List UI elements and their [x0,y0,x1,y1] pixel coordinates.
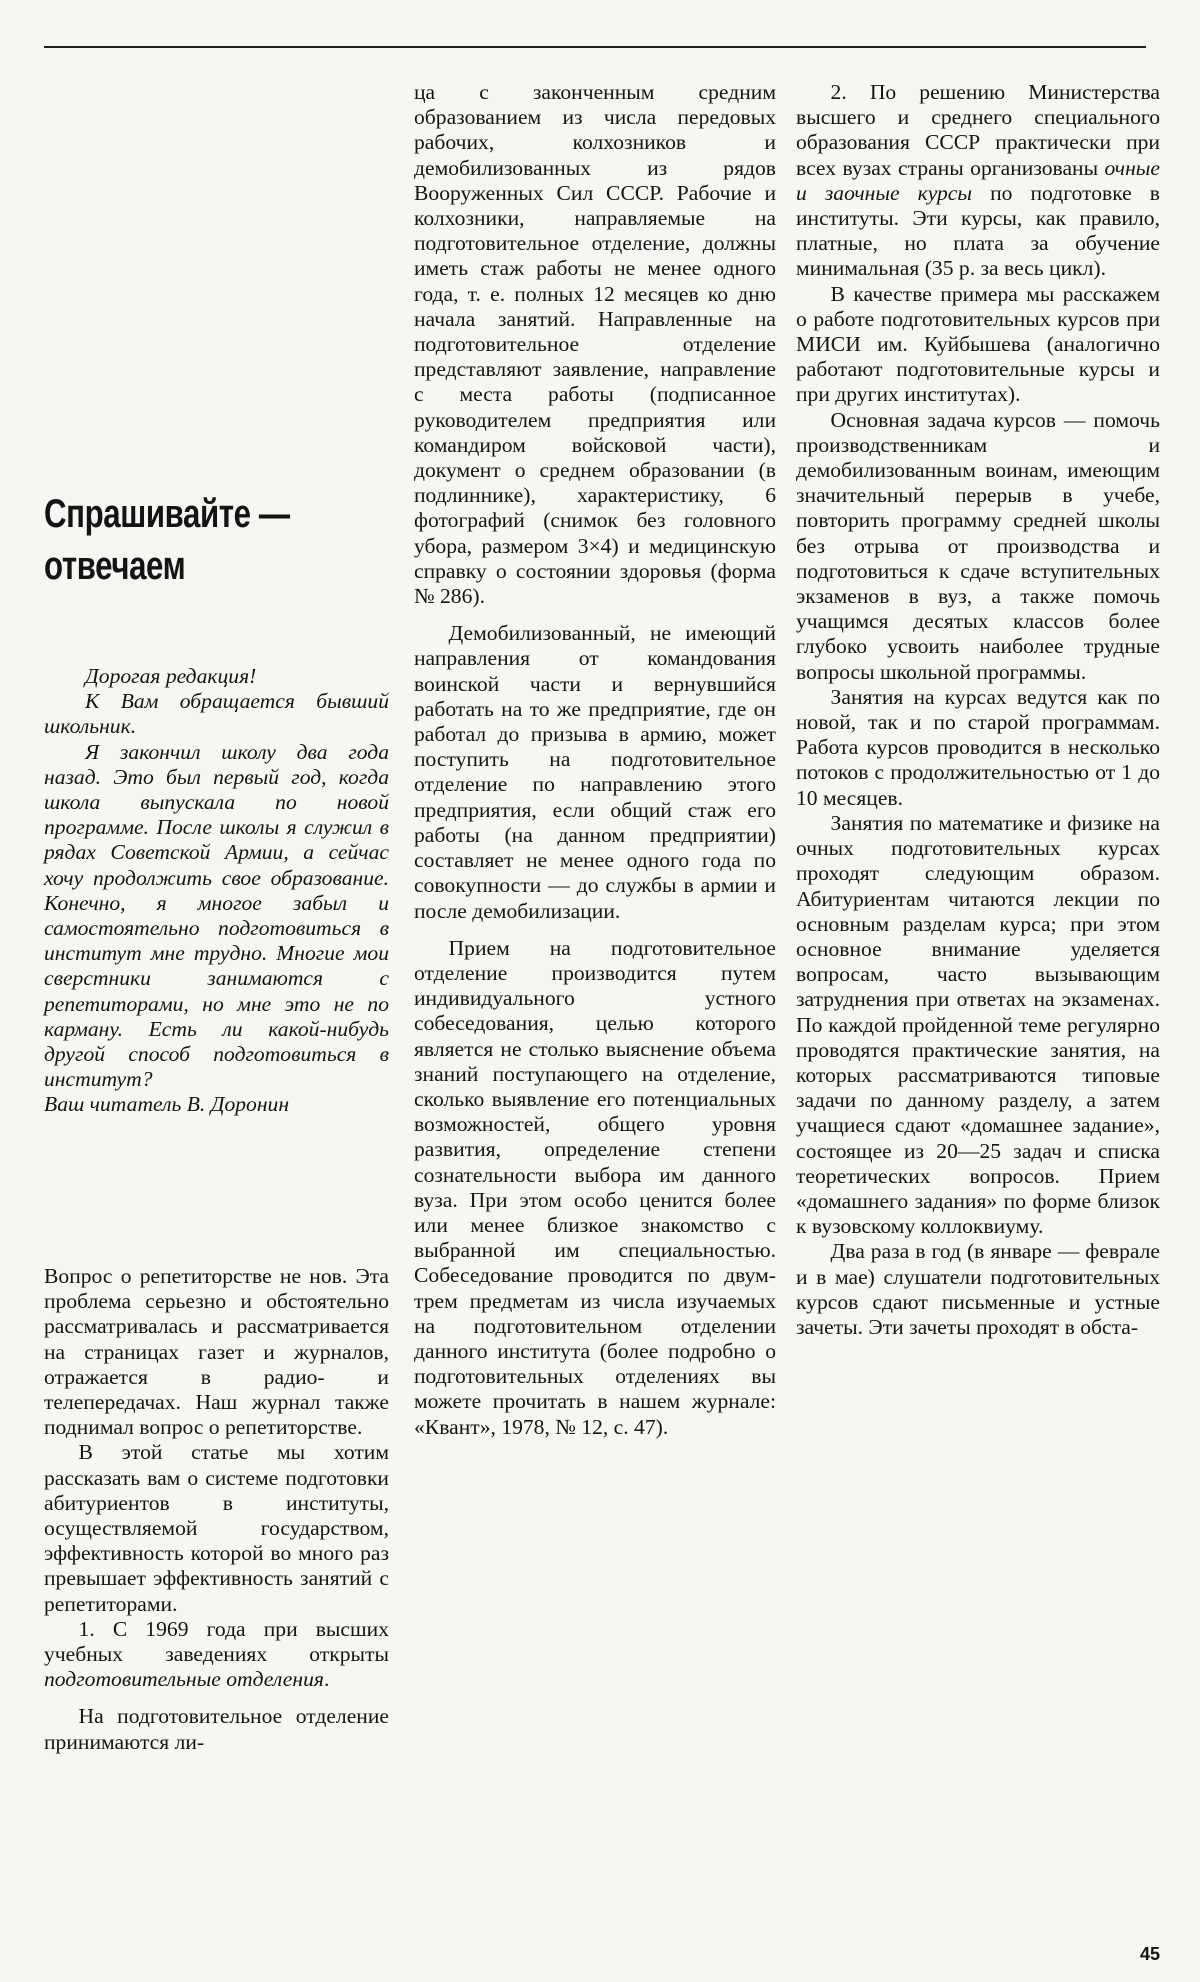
paragraph: ца с законченным средним образованием из числа передовых рабочих, колхозников и демобилизованных из рядов Вооруженных Сил СССР. Рабочие и колхозники, направляемые на подготовительное отделение, должны иметь стаж работы не менее одного года, т. е. полных 12 месяцев ко дню начала занятий. Направленные на подготовительное отделение представляют заявление, направление с места работы (подписанное руководителем предприятия или командиром войсковой части), документ о среднем образовании (в подлиннике), характеристику, 6 фотографий (снимок без головного убора, размером 3×4) и медицинскую справку о состоянии здоровья (форма № 286). [414,80,776,609]
heading-line-2: отвечаем [44,544,186,588]
letter-body: Я закончил школу два года назад. Это был первый год, когда школа выпускала по новой программе. После школы я служил в рядах Советской Армии, а сейчас хочу продолжить свое образование. Конечно, я многое забыл и самостоятельно подготовиться в институт мне трудно. Многие мои сверстники занимаются с репетиторами, но мне это не по карману. Есть ли какой-нибудь другой способ подготовиться в институт? [44,739,389,1092]
text-run: 1. С 1969 года при высших учебных заведениях открыты [44,1616,389,1667]
paragraph: В этой статье мы хотим рассказать вам о системе подготовки абитуриентов в институты, осуществляемой государством, эффективность которой во много раз превышает эффективность занятий с репетиторами. [44,1440,389,1616]
paragraph: На подготовительное отделение принимаются ли- [44,1704,389,1754]
paragraph: Занятия на курсах ведутся как по новой, так и по старой программам. Работа курсов проводится в несколько потоков с продолжительностью от 1 до 10 месяцев. [796,684,1160,810]
article-column-1 [44,1264,389,1755]
paragraph: Вопрос о репетиторстве не нов. Эта проблема серьезно и обстоятельно рассматривалась и рассматривается на страницах газет и журналов, отражается в радио- и телепередачах. Наш журнал также поднимал вопрос о репетиторстве. [44,1264,389,1440]
emphasis: подготовительные отделения [44,1667,324,1692]
reader-letter [44,664,389,1118]
paragraph: Демобилизованный, не имеющий направления от командования воинской части и вернувшийся работать на то же предприятие, где он работал до призыва в армию, может поступить на подготовительное отделение по направлению этого предприятия, если общий стаж его работы (на данном предприятии) составляет не менее одного года по совокупности — до службы в армии и после демобилизации. [414,621,776,923]
emphasis: очные и заочные курсы [796,155,1160,205]
text-run: . [323,1667,330,1692]
paragraph: Занятия по математике и физике на очных подготовительных курсах проходят следующим образом. Абитуриентам читаются лекции по основным разделам курса; при этом основное внимание уделяется вопросам, часто вызывающим затруднения при ответах на экзаменах. По каждой пройденной теме регулярно проводятся практические занятия, на которых рассматриваются типовые задачи по данному разделу, а затем учащиеся сдают «домашнее задание», состоящее из 20—25 задач и списка теоретических вопросов. Прием «домашнего задания» по форме близок к вузовскому коллоквиуму. [796,810,1160,1239]
paragraph: Два раза в год (в январе — феврале и в мае) слушатели подготовительных курсов сдают письменные и устные зачеты. Эти зачеты проходят в обста- [796,1239,1160,1339]
paragraph: Прием на подготовительное отделение производится путем индивидуального устного собеседования, целью которого является не столько выяснение объема знаний поступающего на отделение, сколько выявление его потенциальных возможностей, общего уровня развития, определение степени сознательности выбора им данного вуза. При этом особо ценится более или менее близкое знакомство с выбранной им специальностью. Собеседование проводится по двум-трем предметам из числа изучаемых на подготовительном отделении данного института (более подробно о подготовительных отделениях вы можете прочитать в нашем журнале: «Квант», 1978, № 12, с. 47). [414,935,776,1439]
letter-signature: Ваш читатель В. Доронин [44,1092,290,1117]
top-rule [44,46,1146,48]
text-run: по подготовке в институты. Эти курсы, как правило, платные, но плата за обучение минимальная (35 р. за весь цикл). [796,180,1160,281]
letter-intro: К Вам обращается бывший школьник. [44,689,389,739]
article-column-2 [414,80,776,1440]
article-column-3 [796,80,1160,1340]
heading-line-1: Спрашивайте — [44,492,290,536]
letter-greeting: Дорогая редакция! [85,664,257,688]
paragraph: В качестве примера мы расскажем о работе подготовительных курсов при МИСИ им. Куйбышева (аналогично работают подготовительные курсы и при других институтах). [796,281,1160,407]
paragraph [44,1617,389,1693]
page-number: 45 [1139,1944,1160,1964]
section-heading [44,488,301,592]
paragraph: Основная задача курсов — помочь производственникам и демобилизованным воинам, имеющим значительный перерыв в учебе, повторить программу средней школы без отрыва от производства и подготовиться к сдаче вступительных экзаменов в вуз, а также помочь учащимся десятых классов более глубоко усвоить наиболее трудные вопросы школьной программы. [796,407,1160,684]
paragraph [796,80,1160,282]
text-run: 2. По решению Министерства высшего и среднего специального образования СССР практически при всех вузах страны организованы [796,80,1160,180]
